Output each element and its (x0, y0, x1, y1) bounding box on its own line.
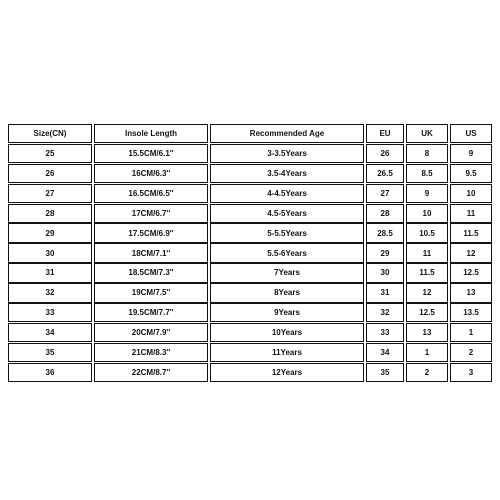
cell-recommended-age: 3.5-4Years (210, 164, 364, 183)
cell-eu: 33 (366, 323, 404, 342)
cell-uk: 9 (406, 184, 448, 203)
cell-eu: 26.5 (366, 164, 404, 183)
table-row (8, 303, 492, 322)
cell-us: 11 (450, 204, 492, 223)
cell-uk: 11 (406, 243, 448, 262)
cell-us: 1 (450, 323, 492, 342)
cell-size-cn: 31 (8, 263, 92, 282)
cell-recommended-age: 3-3.5Years (210, 144, 364, 163)
header-us: US (450, 124, 492, 143)
cell-recommended-age: 5.5-6Years (210, 243, 364, 262)
table-row (8, 184, 492, 203)
cell-recommended-age: 11Years (210, 343, 364, 362)
cell-us: 12 (450, 243, 492, 262)
cell-recommended-age: 4.5-5Years (210, 204, 364, 223)
table-row (8, 164, 492, 183)
cell-insole-length: 17.5CM/6.9'' (94, 223, 208, 242)
cell-eu: 35 (366, 363, 404, 382)
cell-uk: 13 (406, 323, 448, 342)
cell-us: 2 (450, 343, 492, 362)
table-row (8, 343, 492, 362)
table-body (8, 144, 492, 382)
cell-us: 9.5 (450, 164, 492, 183)
cell-size-cn: 35 (8, 343, 92, 362)
cell-size-cn: 32 (8, 283, 92, 302)
cell-uk: 8.5 (406, 164, 448, 183)
header-size-cn: Size(CN) (8, 124, 92, 143)
cell-us: 13 (450, 283, 492, 302)
cell-size-cn: 36 (8, 363, 92, 382)
header-eu: EU (366, 124, 404, 143)
cell-insole-length: 21CM/8.3'' (94, 343, 208, 362)
cell-recommended-age: 7Years (210, 263, 364, 282)
cell-recommended-age: 9Years (210, 303, 364, 322)
cell-us: 10 (450, 184, 492, 203)
cell-uk: 11.5 (406, 263, 448, 282)
cell-uk: 8 (406, 144, 448, 163)
cell-eu: 28 (366, 204, 404, 223)
table-row (8, 283, 492, 302)
cell-size-cn: 28 (8, 204, 92, 223)
table-row (8, 243, 492, 262)
cell-eu: 34 (366, 343, 404, 362)
cell-size-cn: 33 (8, 303, 92, 322)
cell-insole-length: 15.5CM/6.1'' (94, 144, 208, 163)
cell-us: 11.5 (450, 223, 492, 242)
table-row (8, 204, 492, 223)
cell-size-cn: 30 (8, 243, 92, 262)
cell-recommended-age: 8Years (210, 283, 364, 302)
table-row (8, 263, 492, 282)
cell-uk: 1 (406, 343, 448, 362)
cell-insole-length: 17CM/6.7'' (94, 204, 208, 223)
cell-size-cn: 26 (8, 164, 92, 183)
table-row (8, 223, 492, 242)
cell-uk: 10.5 (406, 223, 448, 242)
cell-uk: 12.5 (406, 303, 448, 322)
cell-insole-length: 22CM/8.7'' (94, 363, 208, 382)
cell-insole-length: 16.5CM/6.5'' (94, 184, 208, 203)
cell-uk: 2 (406, 363, 448, 382)
cell-insole-length: 18.5CM/7.3'' (94, 263, 208, 282)
cell-eu: 27 (366, 184, 404, 203)
cell-eu: 31 (366, 283, 404, 302)
cell-insole-length: 20CM/7.9'' (94, 323, 208, 342)
table-row (8, 144, 492, 163)
cell-eu: 30 (366, 263, 404, 282)
cell-eu: 29 (366, 243, 404, 262)
cell-recommended-age: 5-5.5Years (210, 223, 364, 242)
table-row (8, 323, 492, 342)
cell-size-cn: 34 (8, 323, 92, 342)
header-recommended-age: Recommended Age (210, 124, 364, 143)
cell-us: 3 (450, 363, 492, 382)
cell-recommended-age: 4-4.5Years (210, 184, 364, 203)
cell-recommended-age: 10Years (210, 323, 364, 342)
cell-eu: 28.5 (366, 223, 404, 242)
cell-recommended-age: 12Years (210, 363, 364, 382)
table-header-row (8, 124, 492, 143)
header-uk: UK (406, 124, 448, 143)
size-chart-table (8, 124, 492, 383)
cell-uk: 12 (406, 283, 448, 302)
cell-uk: 10 (406, 204, 448, 223)
cell-us: 9 (450, 144, 492, 163)
cell-size-cn: 27 (8, 184, 92, 203)
cell-size-cn: 25 (8, 144, 92, 163)
cell-us: 12.5 (450, 263, 492, 282)
cell-us: 13.5 (450, 303, 492, 322)
header-insole-length: Insole Length (94, 124, 208, 143)
cell-insole-length: 19.5CM/7.7'' (94, 303, 208, 322)
table-row (8, 363, 492, 382)
cell-insole-length: 16CM/6.3'' (94, 164, 208, 183)
cell-insole-length: 18CM/7.1'' (94, 243, 208, 262)
cell-insole-length: 19CM/7.5'' (94, 283, 208, 302)
cell-eu: 26 (366, 144, 404, 163)
cell-eu: 32 (366, 303, 404, 322)
cell-size-cn: 29 (8, 223, 92, 242)
